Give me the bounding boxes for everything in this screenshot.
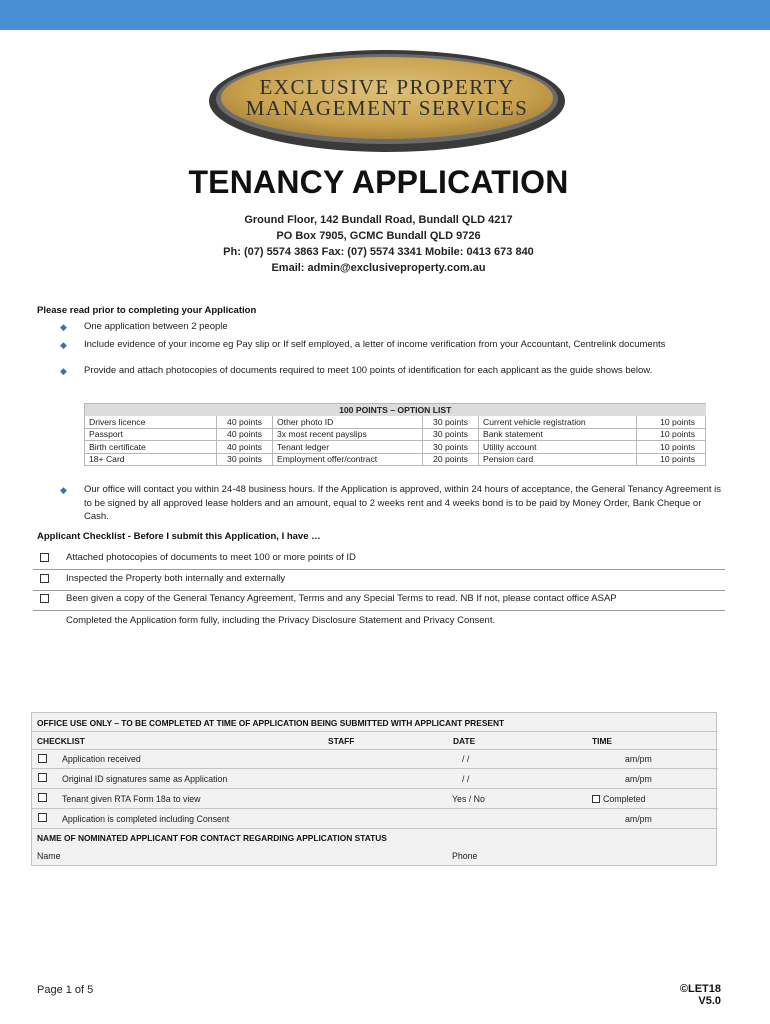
table-cell: 30 points: [217, 453, 273, 466]
nominated-heading-row: [32, 829, 718, 846]
office-row: [32, 769, 718, 789]
checklist-item: [33, 550, 725, 570]
office-row-date: / /: [462, 754, 470, 764]
col-time: TIME: [592, 736, 613, 746]
office-heading: OFFICE USE ONLY – TO BE COMPLETED AT TIME OF APPLICATION BEING SUBMITTED WITH APPLICANT PRESENT: [37, 718, 505, 728]
office-use-box: [31, 712, 717, 866]
table-cell: Utility account: [479, 441, 637, 454]
office-row-label: Tenant given RTA Form 18a to view: [62, 794, 201, 804]
checklist-item-last: Completed the Application form fully, including the Privacy Disclosure Statement and Privacy Consent.: [66, 615, 496, 626]
office-row-label: Application is completed including Consent: [62, 814, 230, 824]
office-row-date: / /: [462, 774, 470, 784]
col-staff: STAFF: [328, 736, 355, 746]
col-checklist: CHECKLIST: [37, 736, 85, 746]
form-code: [680, 983, 721, 1007]
intro-heading: Please read prior to completing your Application: [37, 305, 257, 316]
checklist-item-label: Attached photocopies of documents to meet 100 or more points of ID: [66, 552, 356, 563]
points-table: [84, 403, 706, 466]
logo-line-2: MANAGEMENT SERVICES: [245, 96, 529, 120]
office-row-label: Original ID signatures same as Application: [62, 774, 228, 784]
form-code-label: ©LET18: [679, 983, 721, 995]
intro-bullet-3: Provide and attach photocopies of documents required to meet 100 points of identification for each applicant as the guide shows below.: [84, 365, 653, 376]
table-cell: 20 points: [423, 453, 479, 466]
table-row: [85, 428, 706, 441]
bullet-icon: ◆: [60, 340, 67, 350]
table-cell: 30 points: [423, 428, 479, 441]
table-cell: 30 points: [423, 441, 479, 454]
bullet-icon: ◆: [60, 322, 67, 332]
table-cell: Other photo ID: [273, 416, 423, 429]
office-columns-row: [32, 732, 718, 750]
intro-bullet-2: Include evidence of your income eg Pay slip or If self employed, a letter of income verification from your Accountant, Centrelink documents: [84, 339, 666, 350]
office-row-label: Application received: [62, 754, 141, 764]
office-row: [32, 750, 718, 769]
table-cell: 3x most recent payslips: [273, 428, 423, 441]
table-cell: Employment offer/contract: [273, 453, 423, 466]
checklist-item: [33, 571, 725, 591]
table-cell: 40 points: [217, 428, 273, 441]
logo-line-1: EXCLUSIVE PROPERTY: [259, 75, 515, 99]
table-cell: Passport: [85, 428, 217, 441]
checkbox[interactable]: [38, 773, 47, 782]
table-row: [85, 453, 706, 466]
address-line-2: PO Box 7905, GCMC Bundall QLD 9726: [276, 230, 481, 242]
table-cell: 10 points: [637, 441, 706, 454]
nominated-row: [32, 846, 718, 866]
checklist-item-label: Been given a copy of the General Tenancy Agreement, Terms and any Special Terms to read. NB If not, please contact office ASAP: [66, 593, 617, 604]
office-row-yes-no: Yes / No: [452, 794, 485, 804]
table-cell: 10 points: [637, 416, 706, 429]
office-row-time: am/pm: [625, 814, 652, 824]
form-version: V5.0: [698, 995, 721, 1007]
top-color-bar: [0, 0, 770, 30]
page-title: TENANCY APPLICATION: [188, 164, 569, 200]
checkbox[interactable]: [40, 594, 49, 603]
points-table-header: 100 POINTS – OPTION LIST: [85, 404, 706, 416]
checkbox[interactable]: [40, 553, 49, 562]
checkbox[interactable]: [38, 754, 47, 763]
office-row: [32, 809, 718, 829]
table-cell: Tenant ledger: [273, 441, 423, 454]
completed-option[interactable]: [592, 794, 646, 804]
table-cell: 18+ Card: [85, 453, 217, 466]
office-row-time: am/pm: [625, 774, 652, 784]
office-row-time: am/pm: [625, 754, 652, 764]
checkbox[interactable]: [38, 793, 47, 802]
table-row: [85, 441, 706, 454]
table-cell: 10 points: [637, 453, 706, 466]
checkbox[interactable]: [38, 813, 47, 822]
completed-label: Completed: [603, 794, 646, 804]
bullet-icon: ◆: [60, 366, 67, 376]
company-logo: [206, 48, 568, 154]
phone-label: Phone: [452, 851, 478, 861]
table-cell: Birth certificate: [85, 441, 217, 454]
completed-checkbox[interactable]: [592, 795, 600, 803]
bullet-icon: ◆: [60, 485, 67, 495]
checklist-item-label: Inspected the Property both internally and externally: [66, 573, 286, 584]
checkbox[interactable]: [40, 574, 49, 583]
table-cell: 30 points: [423, 416, 479, 429]
table-cell: 40 points: [217, 416, 273, 429]
contact-bullet: Our office will contact you within 24-48 business hours. If the Application is approved, within 24 hours of acceptance, the General Tenancy Agreement is to be signed by all approved lease holders and an amount, equal to 2 weeks rent and 4 weeks bond is to be paid by Money Order, Bank Cheque or Cash.: [84, 484, 722, 522]
phone-line: Ph: (07) 5574 3863 Fax: (07) 5574 3341 Mobile: 0413 673 840: [223, 246, 534, 258]
page-number: Page 1 of 5: [37, 984, 94, 996]
table-cell: Current vehicle registration: [479, 416, 637, 429]
address-line-1: Ground Floor, 142 Bundall Road, Bundall QLD 4217: [244, 214, 513, 226]
table-cell: Drivers licence: [85, 416, 217, 429]
table-cell: 10 points: [637, 428, 706, 441]
office-heading-row: [32, 713, 718, 732]
checklist-heading: Applicant Checklist - Before I submit this Application, I have …: [37, 531, 321, 542]
col-date: DATE: [453, 736, 476, 746]
table-cell: 40 points: [217, 441, 273, 454]
name-label: Name: [37, 851, 61, 861]
email-line: Email: admin@exclusiveproperty.com.au: [271, 262, 486, 274]
intro-bullet-1: One application between 2 people: [84, 321, 228, 332]
checklist-item: [33, 591, 725, 611]
nominated-heading: NAME OF NOMINATED APPLICANT FOR CONTACT REGARDING APPLICATION STATUS: [37, 833, 387, 843]
office-row: [32, 789, 718, 809]
table-cell: Pension card: [479, 453, 637, 466]
table-row: [85, 416, 706, 429]
table-cell: Bank statement: [479, 428, 637, 441]
